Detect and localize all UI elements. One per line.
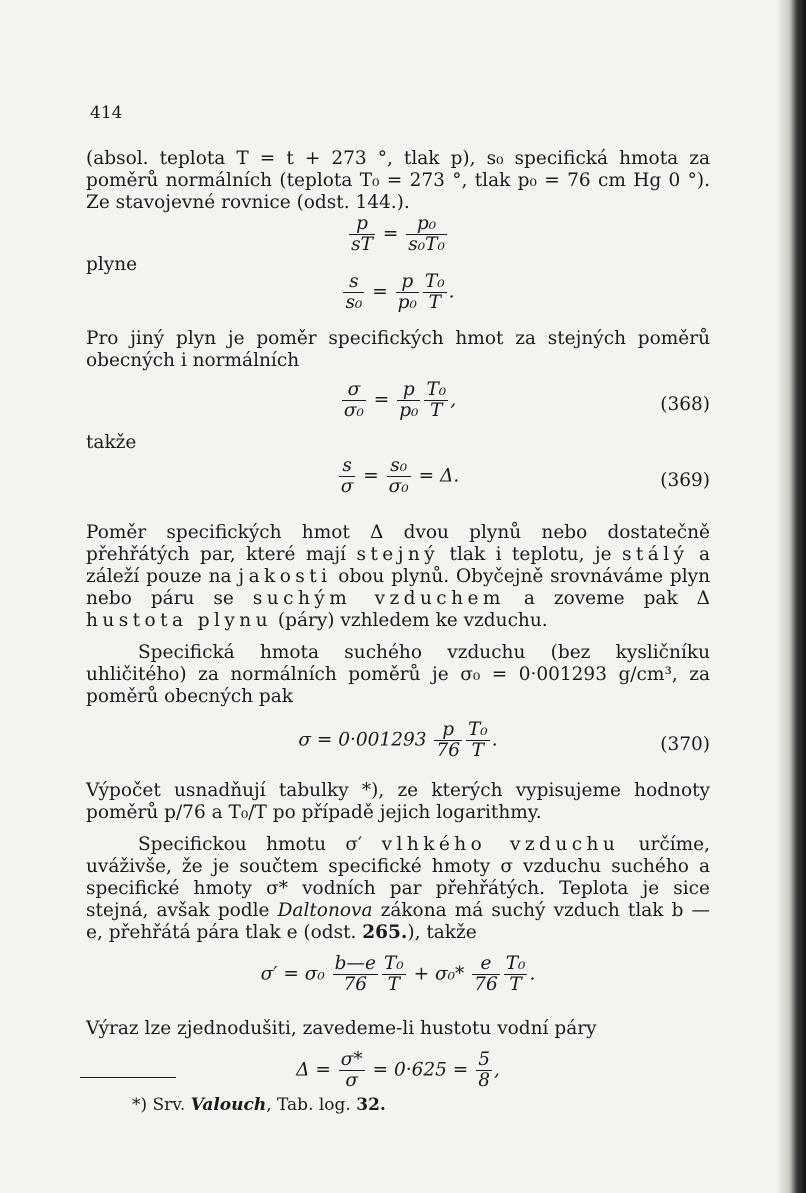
eq-d-f1-num: b—e xyxy=(334,953,376,974)
para3-spaced-5: hustota plynu xyxy=(86,610,273,631)
eq-d-f2-num: T₀ xyxy=(383,953,404,974)
para6-spaced-1: vlhkého vzduchu xyxy=(381,834,620,855)
equation-369: takže $\frac{s}{\sigma}$ = $\frac{\text{s₀}}{\text{σ₀}}$ = Δ. (369) xyxy=(86,432,710,497)
eq-a-rhs-num: p₀ xyxy=(406,214,447,235)
para6-name-dalton: Daltonova xyxy=(277,900,373,921)
equation-368: $\frac{\sigma}{\text{σ₀}}$ = $\frac{p}{\text{p₀}}$ $\frac{\text{T₀}}{T}$ , (368) xyxy=(343,379,710,421)
para3-text-5: a zoveme pak Δ xyxy=(504,588,710,609)
eq-e-f1-num: σ* xyxy=(340,1049,363,1070)
eq-370-end: . xyxy=(491,729,498,751)
eq-369-f1-num: s xyxy=(339,456,356,477)
paragraph-1: (absol. teplota T = t + 273 °, tlak p), s₀ specifická hmota za poměrů normálních (teplota T₀ = 273 °, tlak p₀ = 76 cm Hg 0 °). Ze stavojevné rovnice (odst. 144.). xyxy=(86,148,710,213)
eq-d-f2-den: T xyxy=(387,974,400,995)
eq-a-lhs-num: p xyxy=(349,214,375,235)
eq-d-f3-num: e xyxy=(472,954,500,975)
eq-a-rhs-den: s₀T₀ xyxy=(408,234,445,255)
eq-368-f1-den: p₀ xyxy=(399,400,419,421)
word-takze: takže xyxy=(86,432,137,453)
footnote-number: 32. xyxy=(356,1095,386,1115)
eq-d-mid: + σ₀* xyxy=(413,963,465,985)
eq-368-end: , xyxy=(450,389,457,411)
eq-368-lhs-num: σ xyxy=(342,380,366,401)
para6-text-1: Specifickou hmotu σ′ xyxy=(138,834,382,855)
eq-e-end: , xyxy=(493,1059,500,1081)
eq-368-f2-num: T₀ xyxy=(426,379,447,400)
eq-369-f2-den: σ₀ xyxy=(388,476,409,497)
page-body xyxy=(86,98,710,1100)
eq-369-f1-den: σ xyxy=(340,476,354,497)
equation-density xyxy=(86,1050,710,1100)
para6-text-4: ), takže xyxy=(407,922,477,943)
para6-text-3: zákona má suchý vzduch tlak b — e, přehřátá pára tlak e (odst. xyxy=(86,900,711,943)
eq-a-lhs-den: sT xyxy=(351,234,373,255)
eq-e-mid: = 0·625 = xyxy=(372,1059,469,1081)
para3-text-4: obou plynů. Obyčejně srovnáváme plyn nebo páru se xyxy=(86,566,711,609)
eq-d-f4-den: T xyxy=(509,974,522,995)
eq-b-end: . xyxy=(448,281,455,303)
footnote-text: , Tab. log. xyxy=(266,1095,357,1115)
eq-370-lhs: σ = 0·001293 xyxy=(298,729,427,751)
paragraph-7: Výraz lze zjednodušiti, zavedeme-li hustotu vodní páry xyxy=(86,1018,597,1039)
para3-text-3: a záleží pouze na xyxy=(86,544,710,587)
para3-spaced-2: stálý xyxy=(622,544,689,565)
eq-370-f1-den: 76 xyxy=(436,740,460,761)
eq-e-f2-den: 8 xyxy=(478,1070,490,1091)
paragraph-6 xyxy=(86,834,710,944)
para3-spaced-3: jakosti xyxy=(238,566,332,587)
eq-d-lhs: σ′ = σ₀ xyxy=(260,963,325,985)
equation-370 xyxy=(86,720,710,770)
equation-number-369: (369) xyxy=(660,470,710,491)
eq-b-lhs-den: s₀ xyxy=(345,292,363,313)
eq-d-end: . xyxy=(529,963,536,985)
paragraph-4: Specifická hmota suchého vzduchu (bez kysličníku uhličitého) za normálních poměrů je σ₀ = 0·001293 g/cm³, za poměrů obecných pak xyxy=(86,642,710,707)
eq-d-f4-num: T₀ xyxy=(505,953,526,974)
eq-b-lhs-num: s xyxy=(343,272,364,293)
eq-d-f1-den: 76 xyxy=(343,974,368,995)
footnote-author: Valouch xyxy=(190,1095,267,1115)
eq-368-f1-num: p xyxy=(397,380,420,401)
paragraph-3 xyxy=(86,522,710,632)
eq-b-f1-num: p xyxy=(396,272,419,293)
para3-spaced-1: stejný xyxy=(356,544,440,565)
equation-moist-air xyxy=(86,954,710,1004)
para3-spaced-4: suchým vzduchem xyxy=(252,588,505,609)
equation-state: $\frac{p}{sT}$ = $\frac{\text{p₀}}{\text{s₀T₀}}$ xyxy=(351,213,445,255)
footnote-rule xyxy=(80,1077,176,1078)
equation-ratio: plyne $\frac{s}{\text{s₀}}$ = $\frac{p}{\text{p₀}}$ $\frac{\text{T₀}}{T}$ . xyxy=(86,254,455,313)
eq-370-f1-num: p xyxy=(434,720,462,741)
eq-370-f2-num: T₀ xyxy=(467,719,488,740)
eq-d-f3-den: 76 xyxy=(474,974,498,995)
paragraph-2: Pro jiný plyn je poměr specifických hmot za stejných poměrů obecných i normálních xyxy=(86,328,710,371)
footnote-mark: *) Srv. xyxy=(132,1095,191,1115)
eq-368-lhs-den: σ₀ xyxy=(343,400,364,421)
para3-text-6: (páry) vzhledem ke vzduchu. xyxy=(272,610,548,631)
eq-b-f1-den: p₀ xyxy=(397,292,417,313)
eq-e-lhs: Δ = xyxy=(296,1059,331,1081)
footnote xyxy=(132,1095,386,1115)
eq-b-f2-den: T xyxy=(428,292,441,313)
para6-text-2: určíme, uváživše, že je součtem specifické hmoty σ vzduchu suchého a specifické hmoty σ* vodních par přehřátých. Teplota je sice stejná, avšak podle xyxy=(86,834,710,921)
eq-e-f1-den: σ xyxy=(345,1070,359,1091)
eq-e-f2-num: 5 xyxy=(478,1049,490,1070)
eq-369-end: . xyxy=(453,465,460,487)
eq-370-f2-den: T xyxy=(471,740,485,761)
para6-ref: 265. xyxy=(362,922,408,943)
para3-text-2: tlak i teplotu, je xyxy=(439,544,622,565)
page-number: 414 xyxy=(90,103,123,123)
word-plyne: plyne xyxy=(86,254,138,275)
equation-number-368: (368) xyxy=(660,394,710,415)
paragraph-5: Výpočet usnadňují tabulky *), ze kterých vypisujeme hodnoty poměrů p/76 a T₀/T po případě jejich logarithmy. xyxy=(86,780,710,823)
eq-369-f2-num: s₀ xyxy=(387,456,411,477)
equation-number-370: (370) xyxy=(660,734,710,755)
eq-368-f2-den: T xyxy=(430,400,443,421)
para3-text-1: Poměr specifických hmot Δ dvou plynů nebo dostatečně přehřátých par, které mají xyxy=(86,522,710,565)
book-gutter-shadow xyxy=(776,0,806,1193)
eq-b-f2-num: T₀ xyxy=(424,271,445,292)
eq-369-rhs: Δ xyxy=(439,465,454,487)
